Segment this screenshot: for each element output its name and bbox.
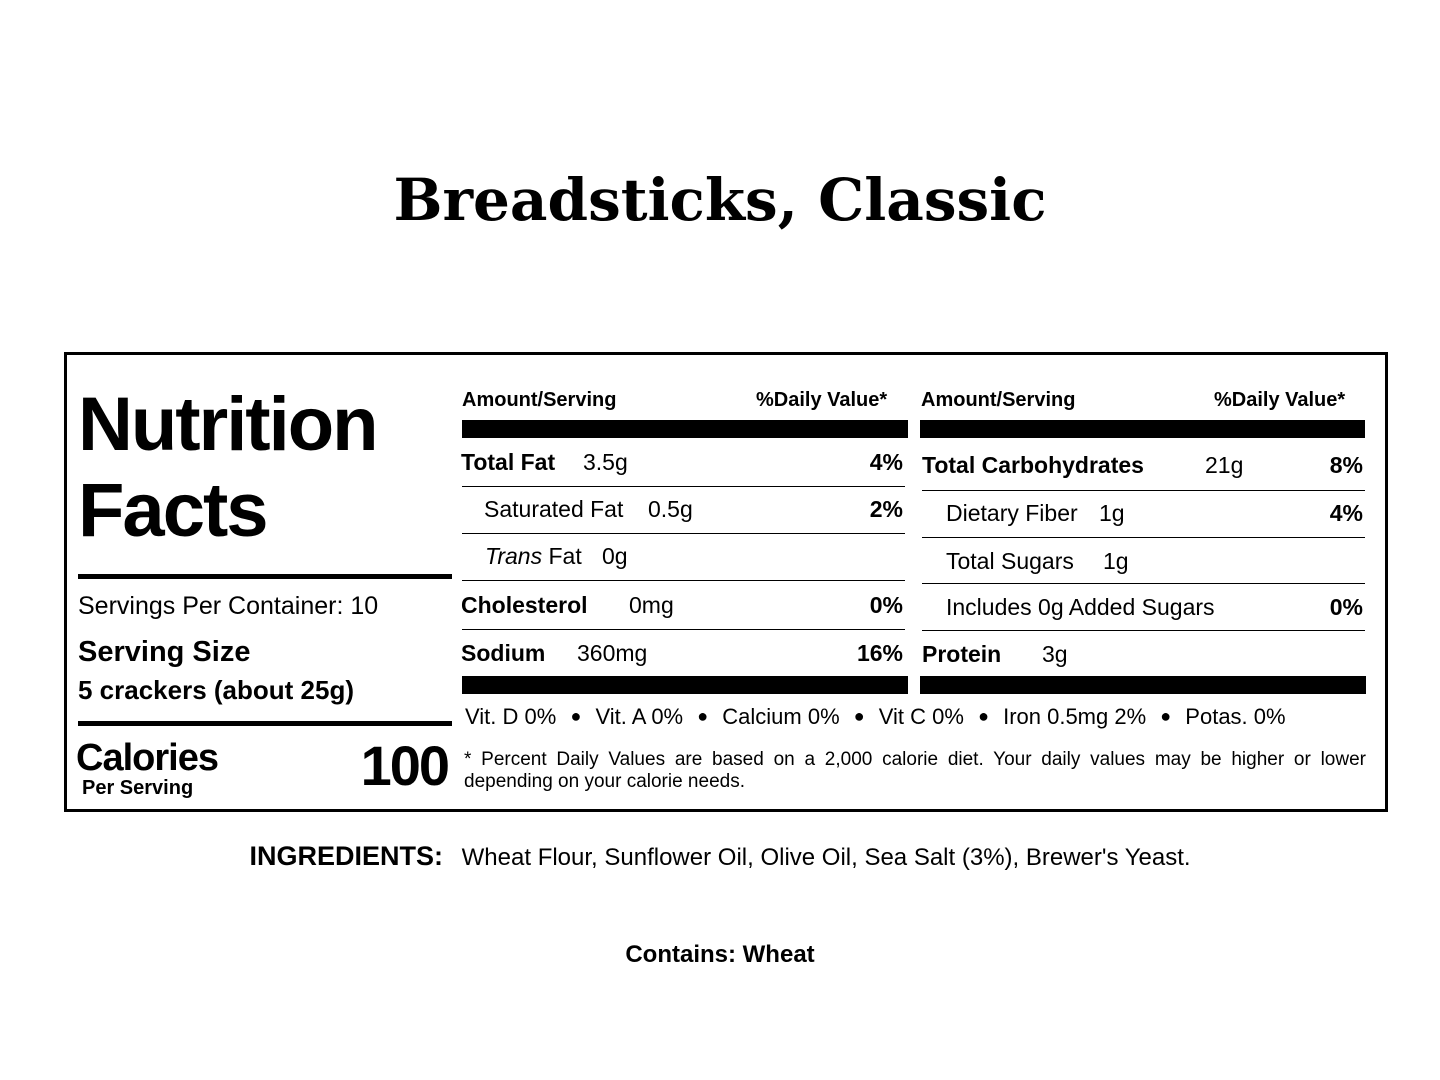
- row-divider: [922, 583, 1365, 584]
- row-divider: [462, 580, 905, 581]
- right-amount-header: Amount/Serving: [921, 389, 1076, 411]
- nutrient-name: Cholesterol: [461, 592, 588, 618]
- row-divider: [462, 486, 905, 487]
- nutrient-daily-value: 4%: [1329, 500, 1363, 526]
- product-title: Breadsticks, Classic: [393, 166, 1047, 234]
- daily-value-footnote: * Percent Daily Values are based on a 2,000 calorie diet. Your daily values may be higher or lower depending on your calorie needs.: [464, 749, 1366, 792]
- ingredients-text: Wheat Flour, Sunflower Oil, Olive Oil, Sea Salt (3%), Brewer's Yeast.: [461, 844, 1191, 871]
- nutrient-daily-value: 4%: [869, 449, 903, 475]
- nutrient-amount: 0mg: [629, 592, 674, 618]
- divider-thick: [78, 574, 452, 579]
- vitamins-row: [465, 704, 1286, 730]
- row-divider: [462, 629, 905, 630]
- row-divider: [462, 533, 905, 534]
- bullet-icon: ●: [570, 706, 582, 726]
- vitamin-name: Vit. A: [595, 704, 646, 729]
- nutrient-amount: 1g: [1099, 500, 1125, 526]
- vitamin-name: Vit. D: [465, 704, 519, 729]
- trans-italic: Trans: [485, 543, 543, 569]
- right-footer-bar: [920, 676, 1366, 694]
- vitamin-value: 0%: [932, 704, 964, 729]
- nutrient-amount: 3g: [1042, 641, 1068, 667]
- bullet-icon: ●: [853, 706, 865, 726]
- calories-label: Calories: [76, 737, 218, 779]
- left-daily-value-header: %Daily Value*: [756, 389, 888, 411]
- left-amount-header: Amount/Serving: [462, 389, 617, 411]
- nutrient-name: Saturated Fat: [484, 496, 624, 522]
- vitamin-value: 2%: [1114, 704, 1147, 729]
- bullet-icon: ●: [697, 706, 709, 726]
- vitamin-name: Iron 0.5mg: [1003, 704, 1109, 729]
- nutrient-daily-value: 0%: [869, 592, 903, 618]
- vitamin-value: 0%: [807, 704, 840, 729]
- nutrient-amount: 0g: [602, 543, 628, 569]
- right-header-bar: [920, 420, 1365, 438]
- row-divider: [922, 490, 1365, 491]
- nutrient-amount: 21g: [1205, 452, 1244, 478]
- heading-line-1: Nutrition: [78, 382, 377, 467]
- nutrient-amount: 360mg: [577, 640, 648, 666]
- nutrient-daily-value: 16%: [856, 640, 903, 666]
- nutrient-daily-value: 8%: [1329, 452, 1363, 478]
- nutrient-daily-value: 2%: [869, 496, 903, 522]
- calories-per-serving-label: Per Serving: [82, 777, 194, 799]
- trans-suffix: Fat: [548, 543, 582, 569]
- nutrient-name: Protein: [922, 641, 1002, 667]
- calories-value: 100: [360, 734, 448, 797]
- nutrient-amount: 0.5g: [648, 496, 693, 522]
- nutrient-name: [485, 543, 582, 570]
- servings-per-container: Servings Per Container: 10: [78, 592, 379, 620]
- serving-size-label: Serving Size: [78, 636, 251, 668]
- vitamin-value: 0%: [1253, 704, 1286, 729]
- row-divider: [922, 630, 1365, 631]
- vitamin-value: 0%: [651, 704, 684, 729]
- nutrient-amount: 3.5g: [583, 449, 628, 475]
- serving-size-value: 5 crackers (about 25g): [78, 675, 355, 705]
- vitamin-name: Vit C: [878, 704, 927, 729]
- vitamin-name: Calcium: [722, 704, 802, 729]
- right-daily-value-header: %Daily Value*: [1214, 389, 1346, 411]
- vitamin-value: 0%: [524, 704, 557, 729]
- nutrient-name: Dietary Fiber: [946, 500, 1078, 526]
- nutrient-name: Total Carbohydrates: [922, 452, 1144, 478]
- divider-thick: [78, 721, 452, 726]
- left-header-bar: [462, 420, 908, 438]
- row-divider: [922, 537, 1365, 538]
- heading-line-2: Facts: [78, 468, 267, 553]
- nutrient-daily-value: 0%: [1329, 594, 1363, 620]
- nutrient-amount: 1g: [1103, 548, 1129, 574]
- vitamin-name: Potas.: [1185, 704, 1248, 729]
- ingredients-label: INGREDIENTS:: [249, 841, 443, 871]
- nutrient-name: Total Fat: [461, 449, 556, 475]
- nutrient-name: Includes 0g Added Sugars: [946, 594, 1215, 620]
- allergen-statement: Contains: Wheat: [625, 941, 815, 968]
- ingredients-line: [0, 841, 1440, 872]
- bullet-icon: ●: [978, 706, 989, 726]
- bullet-icon: ●: [1160, 706, 1172, 726]
- left-footer-bar: [462, 676, 908, 694]
- nutrient-name: Total Sugars: [946, 548, 1074, 574]
- nutrient-name: Sodium: [461, 640, 546, 666]
- nutrition-facts-heading: [78, 382, 377, 554]
